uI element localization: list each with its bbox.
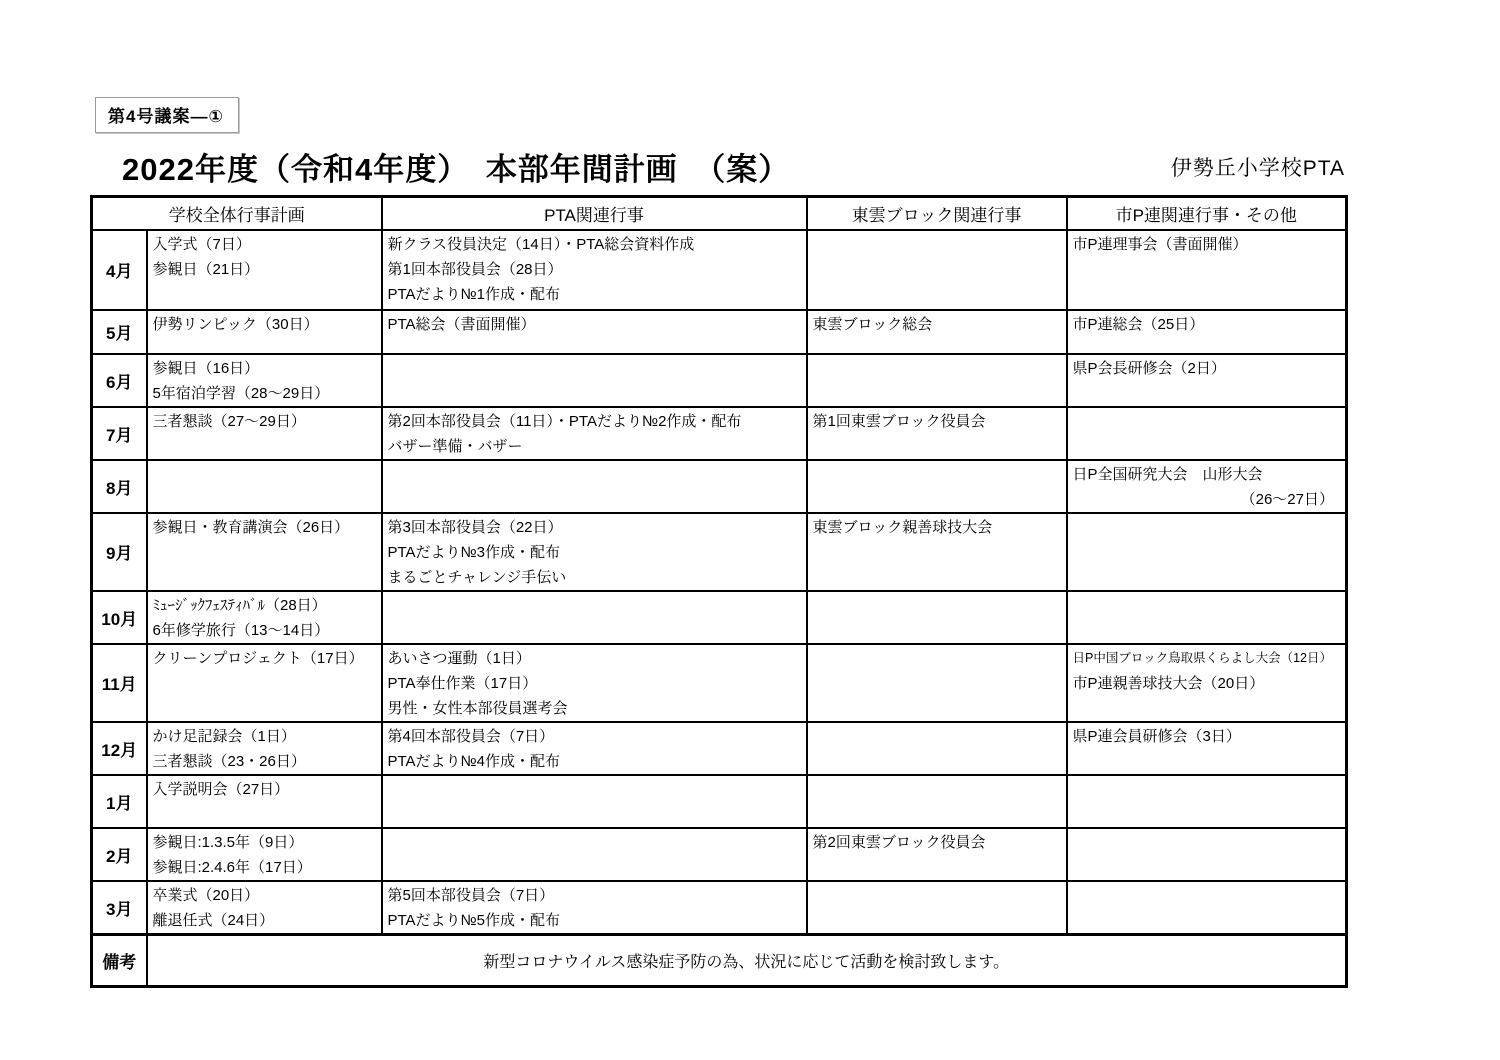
event-text: まるごとチャレンジ手伝い (387, 568, 567, 586)
event-text: PTAだより№5作成・配布 (387, 911, 560, 929)
schedule-cell-block (807, 230, 1067, 310)
schedule-cell-city (1067, 828, 1347, 881)
schedule-cell-block (807, 881, 1067, 935)
schedule-cell-pta (382, 460, 807, 513)
schedule-cell-school (147, 513, 382, 591)
month-label: 7月 (92, 407, 147, 460)
schedule-cell-school (147, 591, 382, 644)
event-text: かけ足記録会（1日） (152, 727, 296, 745)
month-row (92, 881, 1347, 935)
remarks-text: 新型コロナウイルス感染症予防の為、状況に応じて活動を検討致します。 (147, 934, 1347, 986)
event-text: 新クラス役員決定（14日）・PTA総会資料作成 (387, 235, 695, 253)
month-row (92, 775, 1347, 828)
column-header: 市P連関連行事・その他 (1067, 197, 1347, 230)
schedule-cell-block (807, 310, 1067, 354)
event-text: 卒業式（20日） (152, 886, 260, 904)
event-text: 日P全国研究大会 山形大会 (1072, 465, 1263, 483)
schedule-cell-city (1067, 310, 1347, 354)
event-text: 入学説明会（27日） (152, 780, 290, 798)
month-row (92, 407, 1347, 460)
column-header: 東雲ブロック関連行事 (807, 197, 1067, 230)
event-text: 第5回本部役員会（7日） (387, 886, 555, 904)
schedule-cell-school (147, 722, 382, 775)
event-text: 県P連会員研修会（3日） (1072, 727, 1241, 745)
schedule-cell-pta (382, 407, 807, 460)
event-text: 離退任式（24日） (152, 911, 275, 929)
event-text: PTAだより№3作成・配布 (387, 543, 560, 561)
event-text: 第1回東雲ブロック役員会 (812, 412, 986, 430)
event-text: バザー準備・バザー (387, 437, 523, 455)
event-text: 参観日（16日） (152, 359, 260, 377)
schedule-cell-city (1067, 722, 1347, 775)
schedule-cell-block (807, 407, 1067, 460)
remarks-label: 備考 (92, 934, 147, 986)
month-row (92, 828, 1347, 881)
event-text: 参観日:1.3.5年（9日） (152, 833, 304, 851)
agenda-number-badge: 第4号議案―① (95, 97, 239, 133)
event-text: あいさつ運動（1日） (387, 649, 531, 667)
schedule-cell-school (147, 354, 382, 407)
schedule-cell-school (147, 881, 382, 935)
event-text: PTA奉仕作業（17日） (387, 674, 538, 692)
event-text: 6年修学旅行（13～14日） (152, 621, 330, 639)
schedule-cell-pta (382, 230, 807, 310)
month-label: 10月 (92, 591, 147, 644)
schedule-cell-school (147, 828, 382, 881)
schedule-cell-pta (382, 310, 807, 354)
annual-schedule-table (90, 195, 1348, 988)
event-text: PTAだより№1作成・配布 (387, 285, 560, 303)
schedule-cell-city (1067, 591, 1347, 644)
schedule-cell-block (807, 513, 1067, 591)
month-label: 1月 (92, 775, 147, 828)
event-text: 第4回本部役員会（7日） (387, 727, 555, 745)
schedule-cell-block (807, 644, 1067, 722)
schedule-cell-block (807, 591, 1067, 644)
month-row (92, 230, 1347, 310)
event-text: ﾐｭｰｼﾞｯｸﾌｪｽﾃｨﾊﾞﾙ（28日） (152, 596, 327, 614)
event-text: 第1回本部役員会（28日） (387, 260, 563, 278)
month-row (92, 644, 1347, 722)
month-row (92, 354, 1347, 407)
event-text: 第2回本部役員会（11日）・PTAだより№2作成・配布 (387, 412, 742, 430)
schedule-cell-block (807, 460, 1067, 513)
schedule-cell-city (1067, 460, 1347, 513)
month-label: 6月 (92, 354, 147, 407)
event-text: 参観日:2.4.6年（17日） (152, 858, 312, 876)
schedule-cell-city (1067, 407, 1347, 460)
event-text: クリーンプロジェクト（17日） (152, 649, 364, 667)
schedule-cell-pta (382, 881, 807, 935)
schedule-cell-city (1067, 644, 1347, 722)
month-row (92, 310, 1347, 354)
month-label: 9月 (92, 513, 147, 591)
schedule-cell-city (1067, 354, 1347, 407)
event-text: 第3回本部役員会（22日） (387, 518, 563, 536)
month-label: 11月 (92, 644, 147, 722)
table-header-row (92, 197, 1347, 230)
event-text: 日P中国ブロック鳥取県くらよし大会（12日） (1072, 650, 1332, 665)
schedule-cell-pta (382, 775, 807, 828)
schedule-cell-pta (382, 722, 807, 775)
event-text: 県P会長研修会（2日） (1072, 359, 1226, 377)
event-text: 入学式（7日） (152, 235, 251, 253)
schedule-cell-block (807, 354, 1067, 407)
month-label: 12月 (92, 722, 147, 775)
month-row (92, 722, 1347, 775)
month-label: 4月 (92, 230, 147, 310)
event-text: 東雲ブロック親善球技大会 (812, 518, 993, 536)
schedule-cell-city (1067, 881, 1347, 935)
schedule-cell-city (1067, 230, 1347, 310)
schedule-cell-school (147, 644, 382, 722)
event-text: 参観日（21日） (152, 260, 260, 278)
schedule-cell-pta (382, 644, 807, 722)
event-text: PTAだより№4作成・配布 (387, 752, 560, 770)
month-label: 3月 (92, 881, 147, 935)
schedule-cell-pta (382, 513, 807, 591)
schedule-cell-block (807, 775, 1067, 828)
event-text: 5年宿泊学習（28～29日） (152, 384, 330, 402)
event-text: 市P連総会（25日） (1072, 315, 1205, 333)
event-text: 市P連親善球技大会（20日） (1072, 674, 1265, 692)
schedule-cell-city (1067, 775, 1347, 828)
schedule-cell-school (147, 775, 382, 828)
schedule-cell-school (147, 310, 382, 354)
month-label: 5月 (92, 310, 147, 354)
organization-name: 伊勢丘小学校PTA (1170, 157, 1345, 180)
schedule-cell-pta (382, 591, 807, 644)
event-text: 東雲ブロック総会 (812, 315, 933, 333)
month-label: 2月 (92, 828, 147, 881)
event-text: 三者懇談（27～29日） (152, 412, 306, 430)
month-label: 8月 (92, 460, 147, 513)
event-text: 伊勢リンピック（30日） (152, 315, 319, 333)
remarks-row (92, 934, 1347, 986)
event-text: PTA総会（書面開催） (387, 315, 536, 333)
event-text: 三者懇談（23・26日） (152, 752, 306, 770)
schedule-cell-pta (382, 354, 807, 407)
event-text: 参観日・教育講演会（26日） (152, 518, 350, 536)
schedule-cell-block (807, 722, 1067, 775)
column-header: PTA関連行事 (382, 197, 807, 230)
schedule-cell-school (147, 407, 382, 460)
event-text: 第2回東雲ブロック役員会 (812, 833, 986, 851)
event-text: （26～27日） (1240, 490, 1334, 508)
month-row (92, 513, 1347, 591)
schedule-cell-school (147, 460, 382, 513)
month-row (92, 460, 1347, 513)
schedule-cell-pta (382, 828, 807, 881)
schedule-cell-block (807, 828, 1067, 881)
column-header: 学校全体行事計画 (92, 197, 382, 230)
schedule-cell-city (1067, 513, 1347, 591)
page-title: 2022年度（令和4年度） 本部年間計画 （案） (122, 152, 791, 187)
month-row (92, 591, 1347, 644)
event-text: 市P連理事会（書面開催） (1072, 235, 1248, 253)
schedule-cell-school (147, 230, 382, 310)
event-text: 男性・女性本部役員選考会 (387, 699, 568, 717)
